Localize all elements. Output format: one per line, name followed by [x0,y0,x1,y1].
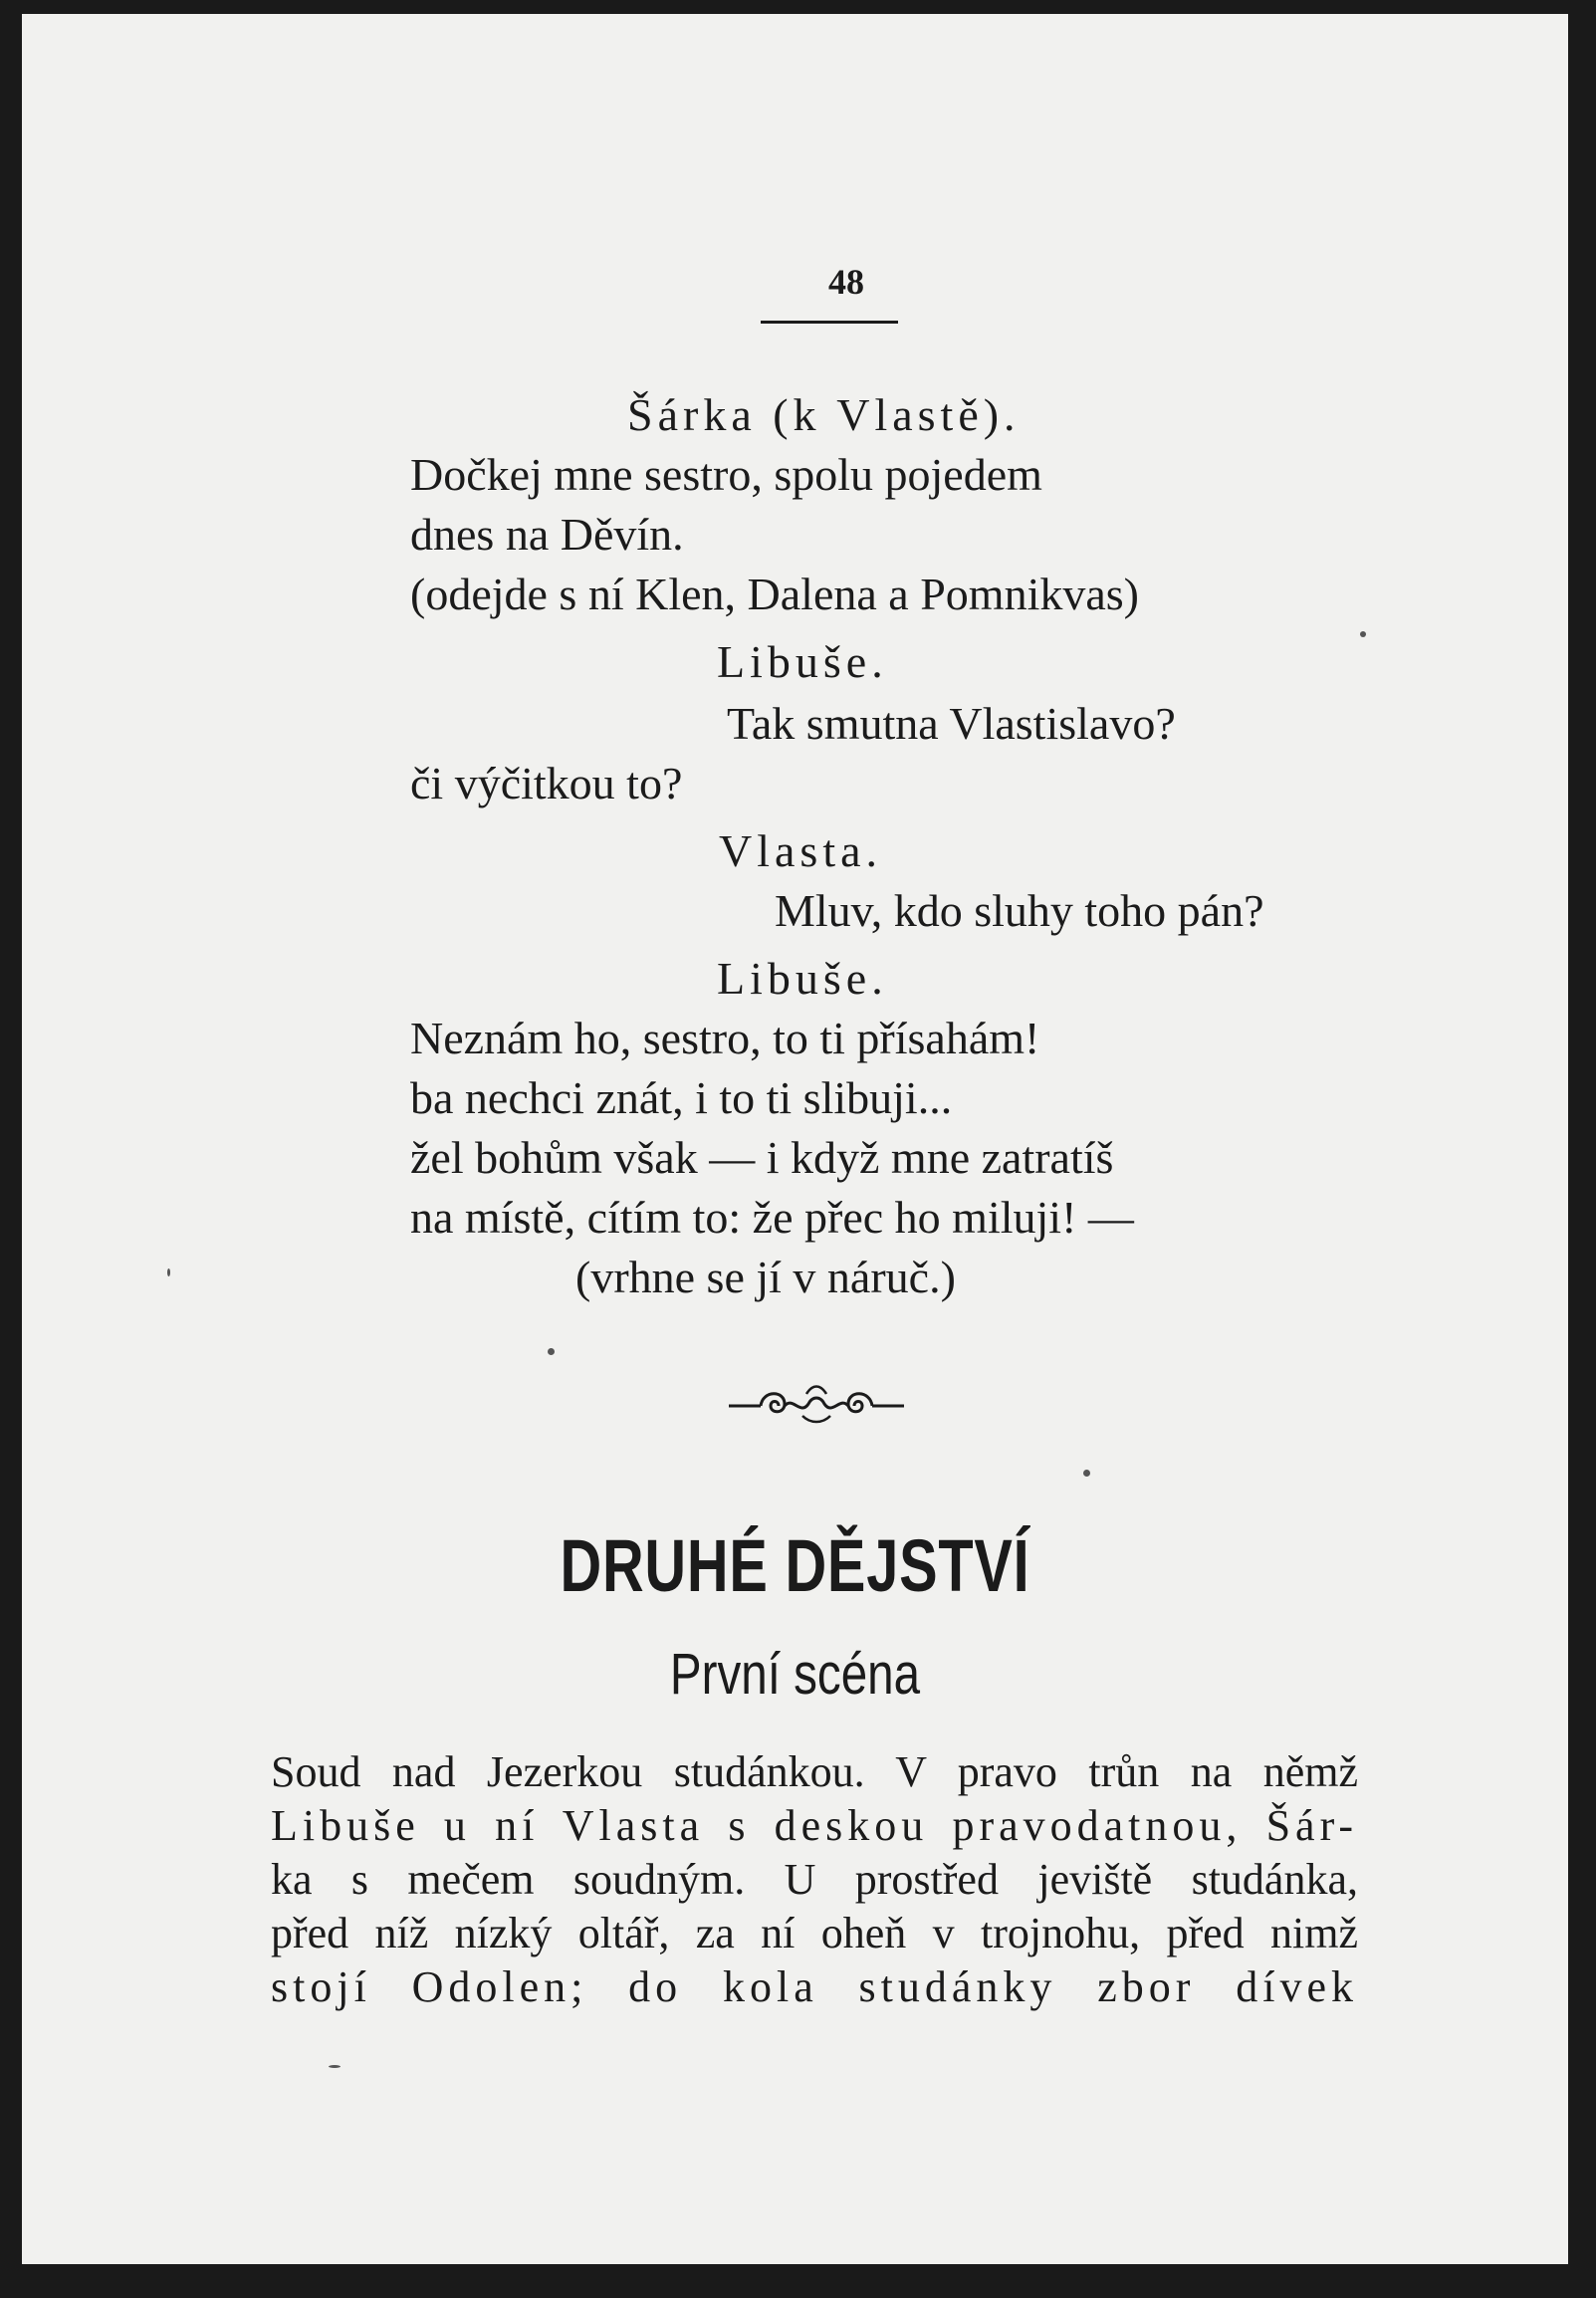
page-number: 48 [828,262,864,302]
dialogue-line: Dočkej mne sestro, spolu pojedem [410,449,1042,500]
paper-speck [329,2065,341,2068]
book-page [22,14,1568,2264]
dialogue-line: na místě, cítím to: že přec ho miluji! — [410,1192,1134,1243]
stage-direction-paragraph-line: Libuše u ní Vlasta s deskou pravodatnou, Šár- [271,1801,1358,1850]
paper-speck [167,1268,170,1276]
stage-direction-line: (odejde s ní Klen, Dalena a Pomnikvas) [410,569,1139,619]
dialogue-line: Neznám ho, sestro, to ti přísahám! [410,1013,1040,1063]
speaker-vlasta: Vlasta. [719,825,883,876]
page-number-rule [761,321,898,324]
scene-title: První scéna [669,1642,921,1707]
speaker-libuse: Libuše. [717,636,888,687]
dialogue-line: žel bohům však — i když mne zatratíš [410,1132,1114,1183]
dialogue-line: dnes na Děvín. [410,509,684,560]
stage-direction-paragraph-line: stojí Odolen; do kola studánky zbor dívek [271,1962,1358,2011]
speaker-libuse: Libuše. [717,953,888,1004]
dialogue-line: Mluv, kdo sluhy toho pán? [775,885,1264,936]
dialogue-line: Tak smutna Vlastislavo? [727,698,1176,749]
paper-speck [1083,1470,1090,1477]
stage-direction-paragraph-line: ka s mečem soudným. U prostřed jeviště studánka, [271,1855,1358,1904]
paper-speck [1360,631,1366,637]
dialogue-line: či výčitkou to? [410,758,683,808]
act-title: DRUHÉ DĚJSTVÍ [560,1524,1030,1607]
paper-speck [548,1348,555,1355]
ornament-divider-icon [727,1376,906,1428]
stage-direction-line: (vrhne se jí v náruč.) [575,1252,956,1302]
stage-direction-paragraph-line: před níž nízký oltář, za ní oheň v trojnohu, před nimž [271,1909,1358,1957]
stage-direction-paragraph-line: Soud nad Jezerkou studánkou. V pravo trůn na němž [271,1747,1358,1796]
dialogue-line: ba nechci znát, i to ti slibuji... [410,1072,953,1123]
speaker-sarka: Šárka (k Vlastě). [627,389,1021,440]
